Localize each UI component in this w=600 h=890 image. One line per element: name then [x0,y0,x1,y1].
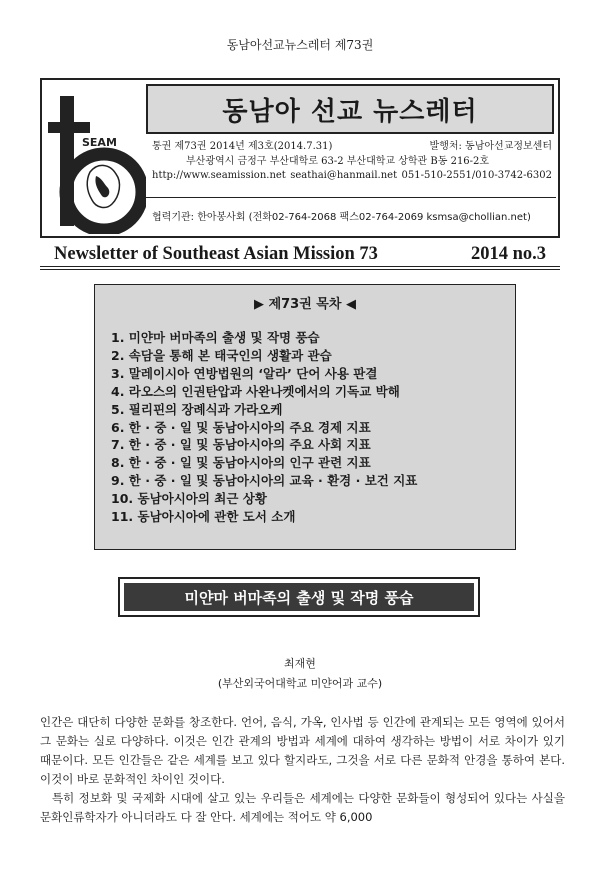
seam-logo [46,84,146,234]
address-text: 부산광역시 금정구 부산대학로 63-2 부산대학교 상학관 B동 216-2호 [186,155,490,167]
toc-item[interactable]: 11. 동남아시아에 관한 도서 소개 [111,509,296,525]
article-title-banner [124,583,474,611]
info-row-issue [152,140,552,155]
publisher-text: 발행처: 동남아선교정보센터 [429,141,552,152]
running-head: 동남아선교뉴스레터 제73권 [226,38,374,52]
phone-text: 051-510-2551/010-3742-6302 [401,170,552,181]
issue-text: 통권 제73권 2014년 제3호(2014.7.31) [152,141,333,152]
newsletter-korean-title: 동남아 선교 뉴스레터 [222,96,478,127]
info-row-contact [152,169,552,184]
table-of-contents [94,284,516,550]
article-body [40,713,565,827]
toc-item[interactable]: 7. 한 · 중 · 일 및 동남아시아의 주요 사회 지표 [111,437,371,453]
toc-heading: ▶ 제73권 목차 ◀ [254,297,356,312]
toc-item[interactable]: 5. 필리핀의 장례식과 가라오케 [111,401,283,417]
toc-item[interactable]: 3. 말레이시아 연방법원의 ‘알라’ 단어 사용 판결 [111,365,378,381]
cooperation-text: 협력기관: 한아봉사회 (전화02-764-2068 팩스02-764-2069 ksmsa@chollian.net) [152,212,531,223]
english-title: Newsletter of Southeast Asian Mission 73 [54,244,378,264]
author-affiliation: (부산외국어대학교 미얀어과 교수) [217,677,383,690]
masthead [40,78,560,238]
toc-item[interactable]: 10. 동남아시아의 최근 상황 [111,491,267,507]
title-rule-top [40,266,560,267]
masthead-divider [146,197,556,198]
english-title-line [54,244,546,265]
masthead-title-box [146,84,554,134]
article-paragraph: 특히 정보화 및 국제화 시대에 살고 있는 우리들은 세계에는 다양한 문화들이 형성되어 있다는 사실을 문화인류학자가 아니더라도 다 잘 안다. 세계에는 적어도 약 6,000 [40,791,565,824]
publication-info [152,140,552,184]
issue-number: 2014 no.3 [470,244,546,264]
toc-item[interactable]: 1. 미얀마 버마족의 출생 및 작명 풍습 [111,330,320,345]
article-paragraph: 인간은 대단히 다양한 문화를 창조한다. 언어, 음식, 가옥, 인사법 등 인간에 관계되는 모든 영역에 있어서 그 문화는 실로 다양하다. 이것은 인간 관계의 방법과 세계에 대하여 생각하는 방법이 서로 차이가 있기 때문이다. 모든 인간들은 같은 세계를 보고 있다 할지라도, 그것을 서로 다른 문화적 안경을 통하여 본다. 이것이 바로 문화적인 차이인 것이다. [40,715,565,786]
author-name: 최재현 [284,657,316,670]
toc-list [111,329,417,526]
logo-letters: SEAM [82,136,117,149]
toc-item[interactable]: 6. 한 · 중 · 일 및 동남아시아의 주요 경제 지표 [111,419,371,435]
title-rule-bottom [40,269,560,270]
article-title: 미얀마 버마족의 출생 및 작명 풍습 [184,588,414,607]
website-link[interactable]: http://www.seamission.net [152,170,286,181]
toc-item[interactable]: 4. 라오스의 인권탄압과 사완나켓에서의 기독교 박해 [111,383,400,399]
article-title-box [118,577,480,617]
info-row-address [152,155,552,170]
toc-item[interactable]: 8. 한 · 중 · 일 및 동남아시아의 인구 관련 지표 [111,455,371,471]
email-link[interactable]: seathai@hanmail.net [290,170,398,181]
toc-item[interactable]: 2. 속담을 통해 본 태국인의 생활과 관습 [111,347,332,363]
toc-item[interactable]: 9. 한 · 중 · 일 및 동남아시아의 교육 · 환경 · 보건 지표 [111,473,418,489]
